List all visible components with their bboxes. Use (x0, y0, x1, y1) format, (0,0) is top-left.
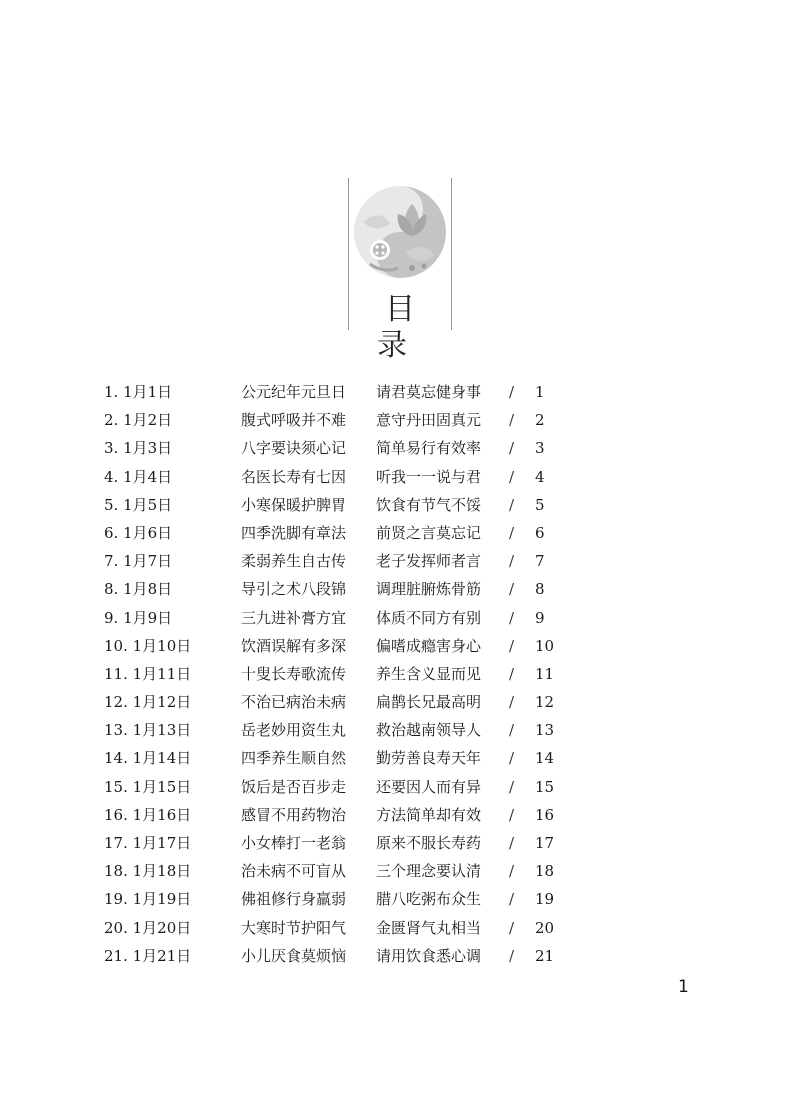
entry-separator: / (509, 383, 515, 401)
entry-separator: / (509, 890, 515, 909)
entry-separator: / (509, 552, 515, 571)
entry-date: 10. 1月10日 (104, 636, 192, 655)
entry-title-first: 饮酒误解有多深 (241, 636, 347, 655)
entry-separator: / (509, 495, 515, 514)
entry-title-second: 偏嗜成瘾害身心 (376, 636, 482, 655)
entry-title-second: 前贤之言莫忘记 (376, 523, 482, 542)
entry-title-first: 小女棒打一老翁 (241, 834, 347, 852)
entry-title-first: 大寒时节护阳气 (241, 918, 347, 937)
entry-separator: / (509, 918, 515, 937)
page-title: 目 录 (377, 292, 431, 363)
toc-entry[interactable] (0, 575, 800, 603)
entry-separator: / (509, 749, 515, 768)
entry-separator: / (509, 608, 515, 627)
entry-date: 2. 1月2日 (104, 411, 173, 430)
toc-entry[interactable] (0, 829, 800, 857)
entry-date: 7. 1月7日 (104, 552, 173, 571)
entry-page-number: 16 (535, 805, 555, 824)
entry-page-number: 15 (535, 777, 555, 796)
entry-page-number: 14 (535, 749, 555, 768)
entry-page-number: 17 (535, 834, 555, 852)
entry-page-number: 9 (535, 608, 545, 627)
entry-date: 8. 1月8日 (104, 580, 173, 599)
entry-title-second: 还要因人而有异 (376, 777, 482, 796)
entry-title-first: 腹式呼吸并不难 (241, 411, 347, 430)
entry-title-first: 治未病不可盲从 (241, 862, 347, 881)
entry-title-second: 简单易行有效率 (376, 439, 482, 458)
entry-page-number: 3 (535, 439, 545, 458)
entry-date: 9. 1月9日 (104, 608, 173, 627)
page-number: 1 (678, 977, 689, 997)
toc-entry[interactable] (0, 914, 800, 942)
toc-entry[interactable] (0, 885, 800, 913)
toc-entry[interactable] (0, 434, 800, 462)
entry-title-second: 扁鹊长兄最高明 (376, 693, 482, 712)
emblem-right-rule (451, 178, 452, 330)
entry-title-first: 三九进补膏方宜 (241, 608, 347, 627)
entry-title-second: 体质不同方有别 (376, 608, 482, 627)
entry-page-number: 12 (535, 693, 555, 712)
toc-entry[interactable] (0, 801, 800, 829)
entry-title-second: 金匮肾气丸相当 (376, 918, 482, 937)
entry-title-second: 老子发挥师者言 (376, 552, 482, 571)
entry-title-first: 小儿厌食莫烦恼 (241, 946, 347, 965)
lotus-emblem-icon (350, 182, 450, 282)
toc-entry[interactable] (0, 632, 800, 660)
entry-page-number: 10 (535, 636, 555, 655)
entry-date: 12. 1月12日 (104, 693, 192, 712)
entry-title-second: 方法简单却有效 (376, 805, 482, 824)
entry-separator: / (509, 805, 515, 824)
entry-separator: / (509, 777, 515, 796)
entry-page-number: 13 (535, 721, 555, 740)
toc-entry[interactable] (0, 857, 800, 885)
entry-date: 4. 1月4日 (104, 467, 173, 486)
toc-entry[interactable] (0, 942, 800, 970)
entry-title-first: 不治已病治未病 (241, 693, 347, 712)
entry-separator: / (509, 523, 515, 542)
entry-title-second: 腊八吃粥布众生 (376, 890, 482, 909)
entry-page-number: 8 (535, 580, 545, 599)
entry-separator: / (509, 636, 515, 655)
entry-page-number: 7 (535, 552, 545, 571)
toc-entry[interactable] (0, 660, 800, 688)
entry-date: 6. 1月6日 (104, 523, 173, 542)
entry-page-number: 19 (535, 890, 555, 909)
entry-date: 18. 1月18日 (104, 862, 192, 881)
toc-entry[interactable] (0, 463, 800, 491)
entry-title-second: 养生含义显而见 (376, 664, 482, 683)
toc-entry[interactable] (0, 491, 800, 519)
entry-date: 3. 1月3日 (104, 439, 173, 458)
entry-title-first: 柔弱养生自古传 (241, 552, 347, 571)
entry-separator: / (509, 439, 515, 458)
entry-title-first: 八字要诀须心记 (241, 439, 347, 458)
entry-title-second: 饮食有节气不馁 (376, 495, 482, 514)
entry-title-first: 导引之术八段锦 (241, 580, 347, 599)
entry-page-number: 20 (535, 918, 555, 937)
entry-date: 5. 1月5日 (104, 495, 173, 514)
entry-title-first: 公元纪年元旦日 (241, 383, 347, 401)
entry-page-number: 2 (535, 411, 545, 430)
entry-title-first: 名医长寿有七因 (241, 467, 347, 486)
entry-date: 14. 1月14日 (104, 749, 192, 768)
toc-entry[interactable] (0, 744, 800, 772)
entry-title-second: 勤劳善良寿天年 (376, 749, 482, 768)
entry-title-second: 请用饮食悉心调 (376, 946, 482, 965)
entry-separator: / (509, 693, 515, 712)
entry-title-first: 四季洗脚有章法 (241, 523, 347, 542)
entry-title-first: 岳老妙用资生丸 (241, 721, 347, 740)
entry-date: 20. 1月20日 (104, 918, 192, 937)
toc-entry[interactable] (0, 378, 800, 406)
entry-separator: / (509, 411, 515, 430)
entry-title-first: 四季养生顺自然 (241, 749, 347, 768)
toc-entry[interactable] (0, 773, 800, 801)
entry-title-first: 佛祖修行身羸弱 (241, 890, 347, 909)
entry-title-second: 意守丹田固真元 (376, 411, 482, 430)
entry-title-second: 调理脏腑炼骨筋 (376, 580, 482, 599)
entry-date: 11. 1月11日 (104, 664, 192, 683)
toc-entry[interactable] (0, 406, 800, 434)
toc-entry[interactable] (0, 688, 800, 716)
entry-separator: / (509, 862, 515, 881)
entry-date: 1. 1月1日 (104, 383, 173, 401)
toc-entry[interactable] (0, 547, 800, 575)
entry-date: 17. 1月17日 (104, 834, 192, 852)
entry-page-number: 4 (535, 467, 545, 486)
entry-page-number: 11 (535, 664, 555, 683)
entry-title-second: 救治越南领导人 (376, 721, 482, 740)
entry-separator: / (509, 467, 515, 486)
entry-page-number: 21 (535, 946, 555, 965)
entry-title-second: 原来不服长寿药 (376, 834, 482, 852)
entry-title-first: 感冒不用药物治 (241, 805, 347, 824)
entry-page-number: 18 (535, 862, 555, 881)
toc-entry[interactable] (0, 519, 800, 547)
entry-title-first: 饭后是否百步走 (241, 777, 347, 796)
entry-title-first: 十叟长寿歌流传 (241, 664, 347, 683)
entry-title-first: 小寒保暖护脾胃 (241, 495, 347, 514)
entry-page-number: 1 (535, 383, 545, 401)
table-of-contents (0, 378, 800, 970)
entry-separator: / (509, 580, 515, 599)
entry-date: 21. 1月21日 (104, 946, 192, 965)
entry-separator: / (509, 834, 515, 852)
entry-separator: / (509, 664, 515, 683)
entry-title-second: 请君莫忘健身事 (376, 383, 482, 401)
entry-date: 19. 1月19日 (104, 890, 192, 909)
entry-date: 13. 1月13日 (104, 721, 192, 740)
entry-date: 15. 1月15日 (104, 777, 192, 796)
entry-title-second: 三个理念要认清 (376, 862, 482, 881)
entry-title-second: 听我一一说与君 (376, 467, 482, 486)
entry-page-number: 5 (535, 495, 545, 514)
entry-separator: / (509, 946, 515, 965)
toc-entry[interactable] (0, 716, 800, 744)
entry-date: 16. 1月16日 (104, 805, 192, 824)
toc-entry[interactable] (0, 604, 800, 632)
entry-separator: / (509, 721, 515, 740)
entry-page-number: 6 (535, 523, 545, 542)
